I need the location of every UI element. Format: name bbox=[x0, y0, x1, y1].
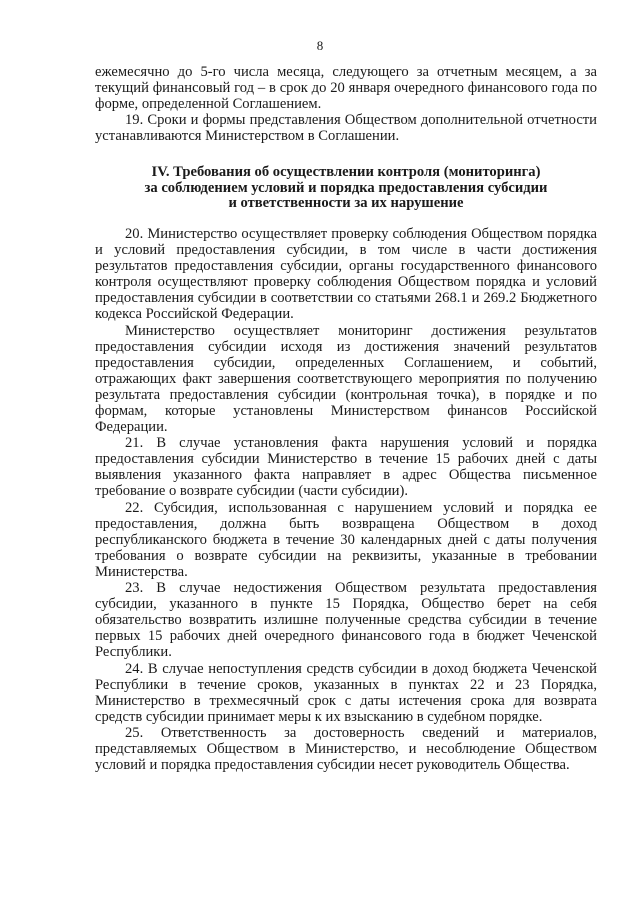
intro-paragraph: ежемесячно до 5-го числа месяца, следующего за отчетным месяцем, а за текущий финансовый год – в срок до 20 января очередного финансового года по форме, определенной Соглашением. bbox=[95, 64, 597, 113]
paragraph-23: 23. В случае недостижения Обществом результата предоставления субсидии, указанного в пункте 15 Порядка, Общество берет на себя обязательство возвратить излишне полученные средства субсидии в течение первых 15 рабочих дней очередного финансового года в бюджет Чеченской Республики. bbox=[95, 580, 597, 661]
paragraph-20: 20. Министерство осуществляет проверку соблюдения Обществом порядка и условий предоставления субсидии, в том числе в части достижения результатов предоставления субсидии, органы государственного финансового контроля осуществляют проверку соблюдения Обществом порядка и условий предоставления субсидии в соответствии со статьями 268.1 и 269.2 Бюджетного кодекса Российской Федерации. bbox=[95, 225, 597, 323]
paragraph-25: 25. Ответственность за достоверность сведений и материалов, представляемых Обществом в Министерство, и несоблюдение Обществом условий и порядка предоставления субсидии несет руководитель Общества. bbox=[95, 724, 597, 774]
paragraph-19: 19. Сроки и формы представления Обществом дополнительной отчетности устанавливаются Министерством в Соглашении. bbox=[95, 112, 597, 145]
paragraph-24: 24. В случае непоступления средств субсидии в доход бюджета Чеченской Республики в течение сроков, указанных в пунктах 22 и 23 Порядка, Министерство в трехмесячный срок с даты истечения срока для возврата средств субсидии принимает меры к их взысканию в судебном порядке. bbox=[95, 660, 597, 725]
paragraph-21: 21. В случае установления факта нарушения условий и порядка предоставления субсидии Министерство в течение 15 рабочих дней с даты выявления указанного факта направляет в адрес Общества письменное требование о возврате субсидии (части субсидии). bbox=[95, 435, 597, 500]
document-body bbox=[95, 64, 597, 773]
section-heading-line-2: за соблюдением условий и порядка предоставления субсидии bbox=[144, 179, 548, 196]
section-heading-line-1: IV. Требования об осуществлении контроля (мониторинга) bbox=[151, 164, 541, 181]
paragraph-22: 22. Субсидия, использованная с нарушением условий и порядка ее предоставления, должна быть возвращена Обществом в доход республиканского бюджета в течение 30 календарных дней с даты получения требования о возврате субсидии на реквизиты, указанные в требовании Министерства. bbox=[95, 499, 597, 580]
page-number: 8 bbox=[316, 38, 324, 53]
section-heading bbox=[95, 165, 597, 212]
paragraph-20-monitoring: Министерство осуществляет мониторинг достижения результатов предоставления субсидии исходя из достижения значений результатов предоставления субсидии, определенных Соглашением, и событий, отражающих факт завершения соответствующего мероприятия по получению результата предоставления субсидии (контрольная точка), в порядке и по формам, которые установлены Министерством финансов Российской Федерации. bbox=[95, 322, 597, 436]
section-heading-line-3: и ответственности за их нарушение bbox=[228, 195, 464, 212]
